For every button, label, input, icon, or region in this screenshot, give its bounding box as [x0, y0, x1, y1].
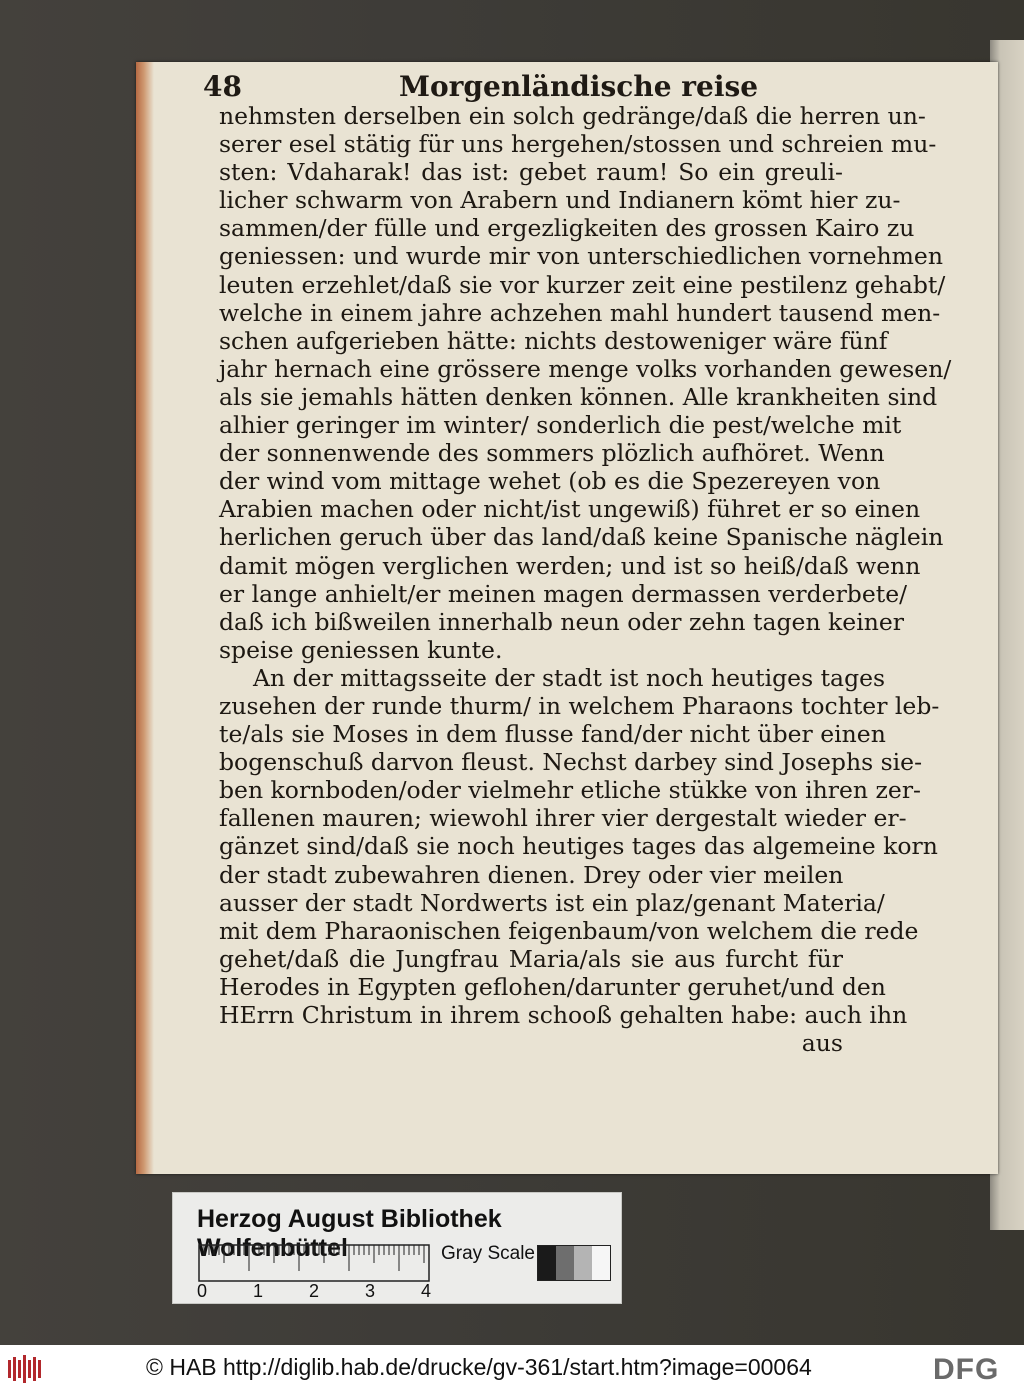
- page-edge-stain: [136, 62, 154, 1174]
- text-line: sammen/der fülle und ergezligkeiten des grossen Kairo zu: [219, 214, 915, 243]
- body-text: [219, 102, 952, 1058]
- text-line: daß ich bißweilen innerhalb neun oder zehn tagen keiner: [219, 607, 904, 636]
- text-line: serer esel stätig für uns hergehen/stossen und schreien mu-: [219, 130, 937, 159]
- ruler-number: 3: [365, 1281, 376, 1301]
- page-header: [203, 62, 843, 102]
- text-line: schen aufgerieben hätte: nichts destoweniger wäre fünf: [219, 326, 888, 355]
- text-line: der sonnenwende des sommers plözlich aufhöret. Wenn: [219, 439, 885, 468]
- text-line: geniessen: und wurde mir von unterschiedlichen vornehmen: [219, 242, 943, 271]
- text-line: der wind vom mittage wehet (ob es die Spezereyen von: [219, 467, 881, 496]
- ruler-number: 0: [197, 1281, 208, 1301]
- gray-scale-patches: [537, 1245, 611, 1281]
- text-line: damit mögen verglichen werden; und ist so heiß/daß wenn: [219, 551, 921, 580]
- text-line: HErrn Christum in ihrem schooß gehalten habe: auch ihn: [219, 1001, 908, 1029]
- ruler-scale: [199, 1245, 429, 1281]
- page-number: 48: [203, 70, 242, 103]
- text-line: fallenen mauren; wiewohl ihrer vier dergestalt wieder er-: [219, 804, 907, 833]
- text-line: te/als sie Moses in dem flusse fand/der nicht über einen: [219, 720, 886, 749]
- text-line: alhier geringer im winter/ sonderlich die pest/welche mit: [219, 411, 902, 440]
- text-line: licher schwarm von Arabern und Indianern kömt hier zu-: [219, 186, 901, 215]
- text-line: sten: Vdaharak! das ist: gebet raum! So ein greuli-: [219, 158, 843, 187]
- ruler-number: 4: [421, 1281, 432, 1301]
- text-line: gehet/daß die Jungfrau Maria/als sie aus furcht für: [219, 944, 843, 973]
- running-title: Morgenländische reise: [399, 70, 759, 103]
- text-line: bogenschuß darvon fleust. Nechst darbey sind Josephs sie-: [219, 748, 923, 777]
- gray-patch: [592, 1246, 610, 1280]
- ruler-number: 1: [253, 1281, 264, 1301]
- text-line: An der mittagsseite der stadt ist noch heutiges tages: [253, 663, 886, 692]
- ruler-number: 2: [309, 1281, 320, 1301]
- dfg-logo: DFG: [933, 1353, 1000, 1386]
- hab-logo-icon: [8, 1354, 42, 1384]
- text-line: speise geniessen kunte.: [219, 635, 503, 664]
- catchword: aus: [801, 1029, 843, 1058]
- gray-patch: [574, 1246, 592, 1280]
- text-line: Arabien machen oder nicht/ist ungewiß) führet er so einen: [219, 495, 921, 524]
- gray-patch: [538, 1246, 556, 1280]
- text-line: zusehen der runde thurm/ in welchem Pharaons tochter leb-: [219, 691, 940, 720]
- gray-patch: [556, 1246, 574, 1280]
- color-calibration-bar: [172, 1192, 622, 1304]
- gray-scale-label: Gray Scale: [441, 1243, 535, 1264]
- text-line: herlichen geruch über das land/daß keine Spanische näglein: [219, 523, 944, 552]
- text-line: gänzet sind/daß sie noch heutiges tages das algemeine korn: [219, 832, 938, 861]
- text-line: der stadt zubewahren dienen. Drey oder vier meilen: [219, 860, 844, 889]
- text-line: leuten erzehlet/daß sie vor kurzer zeit eine pestilenz gehabt/: [219, 270, 946, 299]
- text-line: als sie jemahls hätten denken können. Alle krankheiten sind: [219, 382, 938, 411]
- viewer-footer: [0, 1345, 1024, 1392]
- text-line: welche in einem jahre achzehen mahl hundert tausend men-: [219, 298, 941, 327]
- text-line: er lange anhielt/er meinen magen dermassen verderbete/: [219, 579, 908, 608]
- text-line: nehmsten derselben ein solch gedränge/daß die herren un-: [219, 102, 926, 130]
- text-line: mit dem Pharaonischen feigenbaum/von welchem die rede: [219, 916, 919, 945]
- text-line: jahr hernach eine grössere menge volks vorhanden gewesen/: [219, 354, 952, 383]
- text-line: ausser der stadt Nordwerts ist ein plaz/genant Materia/: [219, 888, 885, 917]
- copyright-link[interactable]: © HAB http://diglib.hab.de/drucke/gv-361/start.htm?image=00064: [146, 1354, 812, 1380]
- text-line: ben kornboden/oder vielmehr etliche stükke von ihren zer-: [219, 776, 921, 805]
- text-line: Herodes in Egypten geflohen/darunter geruhet/und den: [219, 972, 886, 1001]
- library-name: Herzog August Bibliothek Wolfenbüttel: [197, 1205, 502, 1262]
